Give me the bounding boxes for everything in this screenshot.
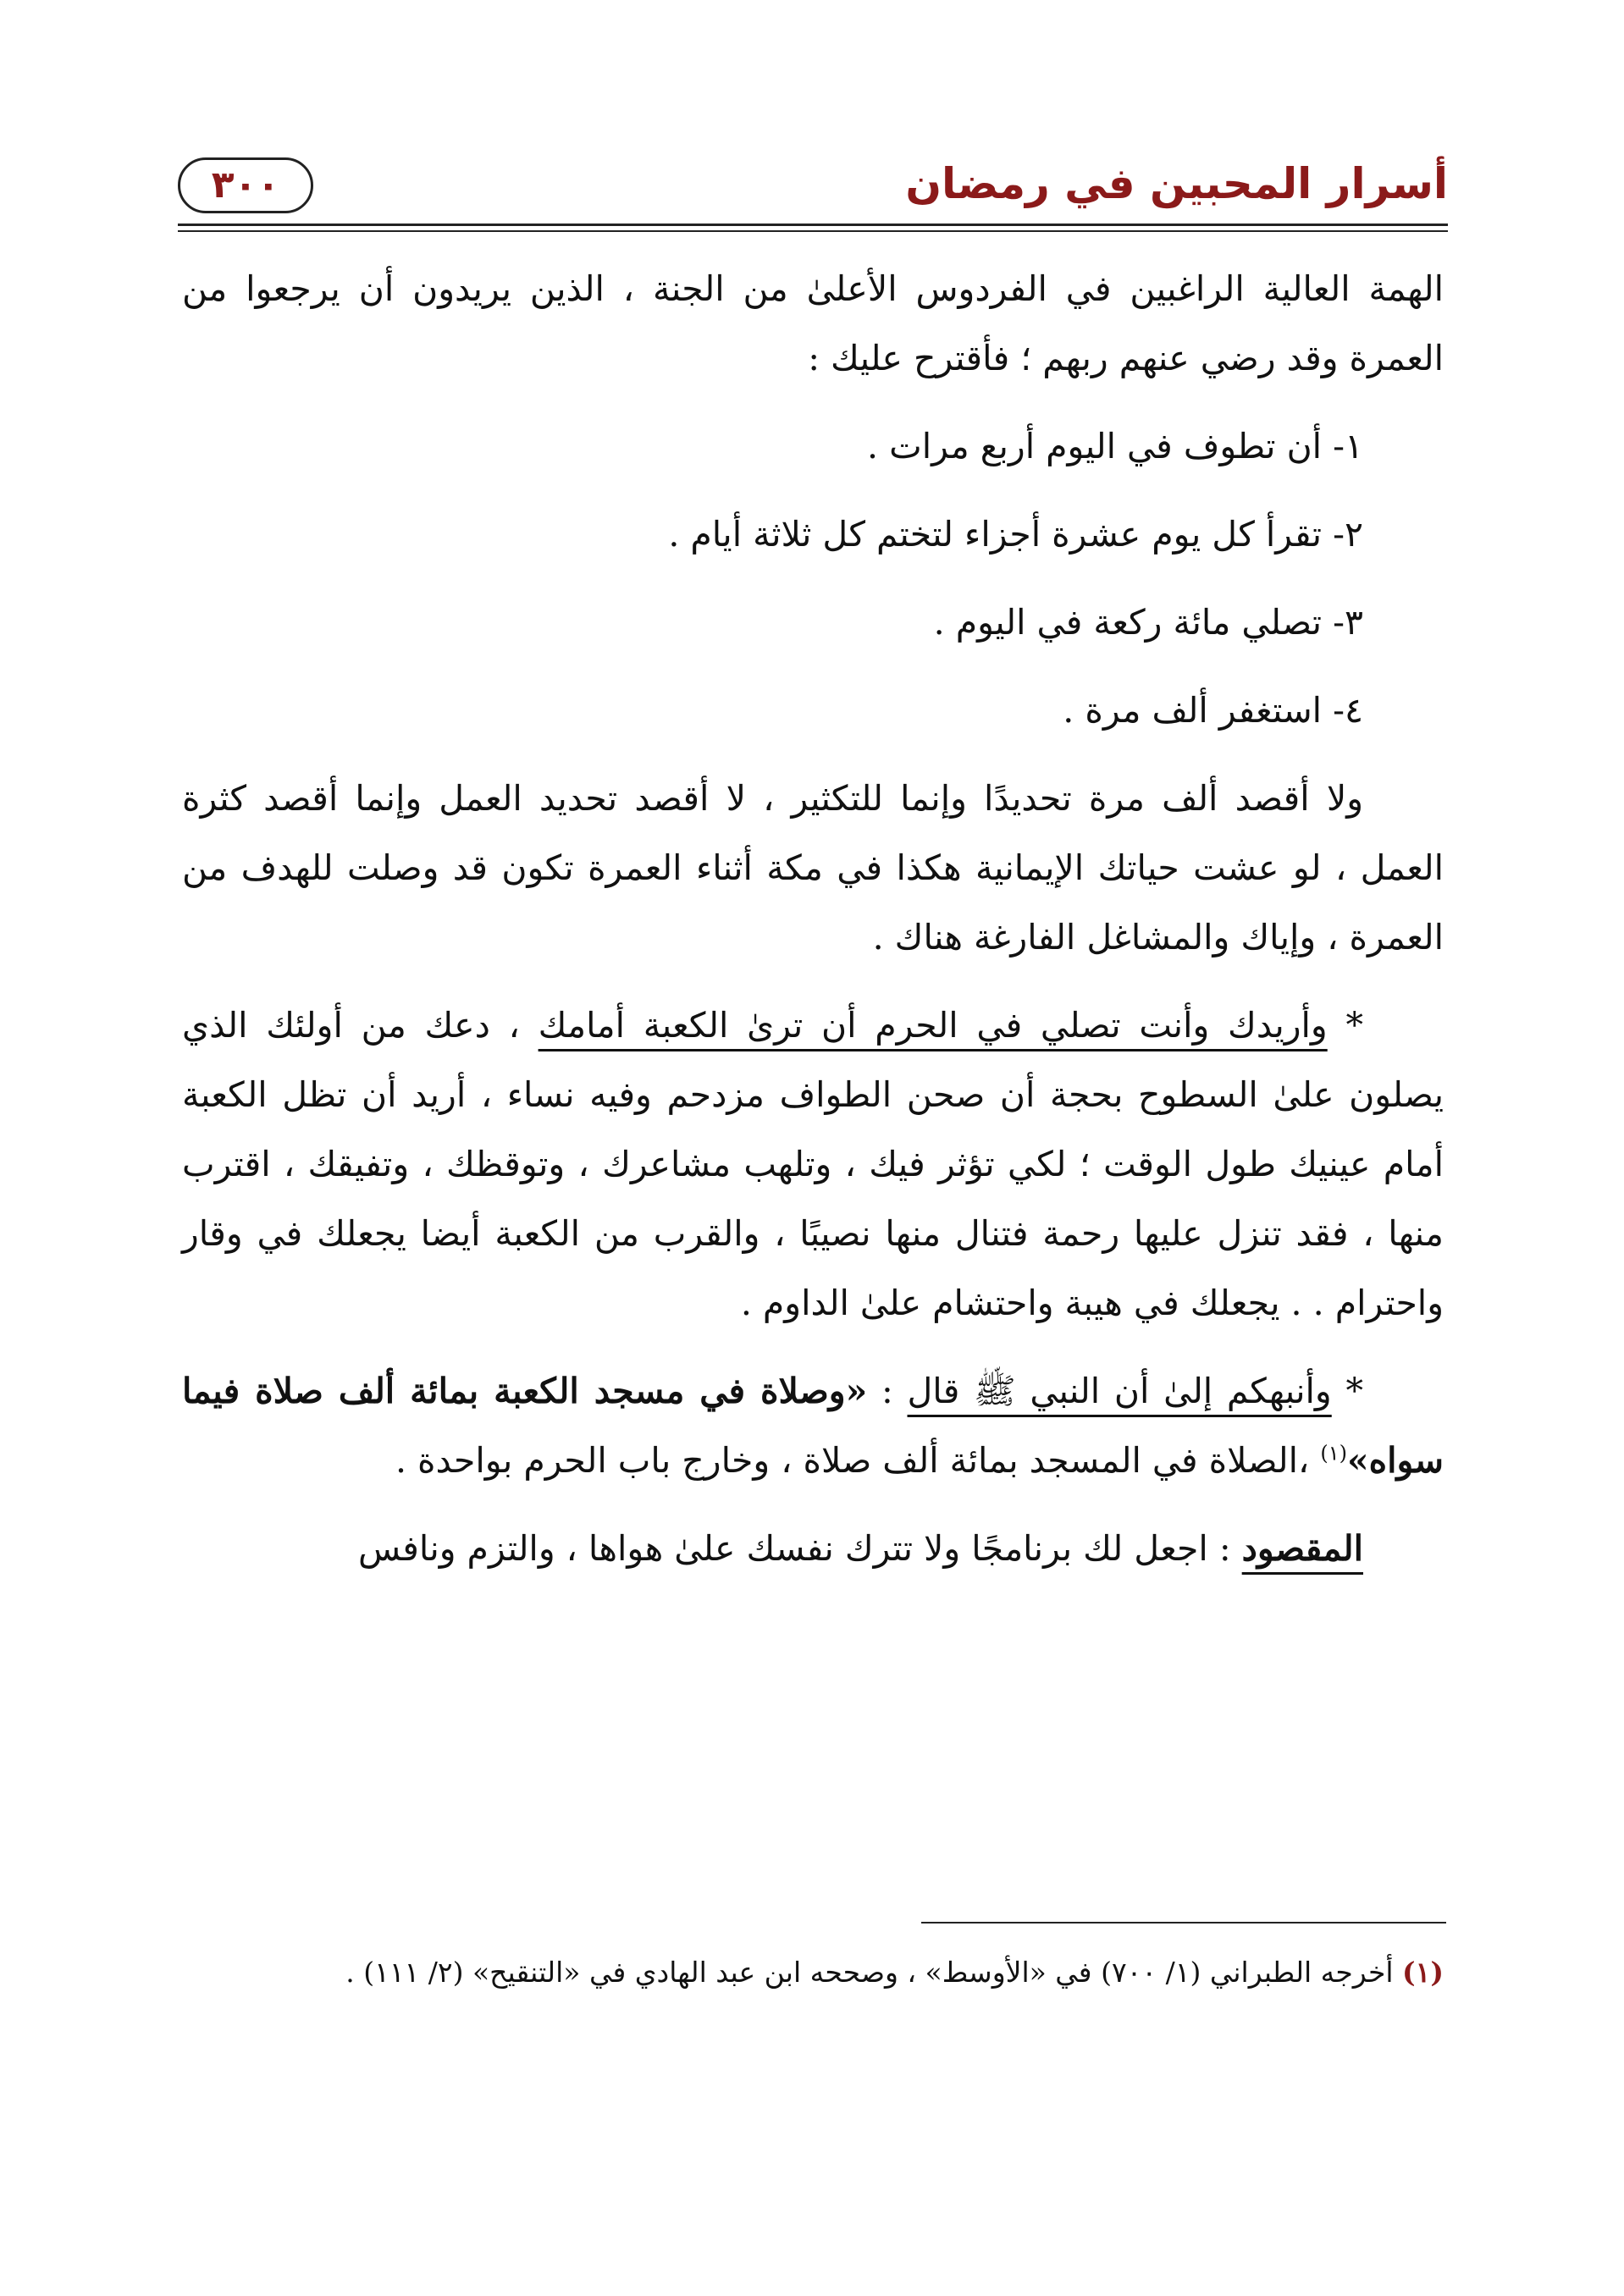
paragraph-clarification: ولا أقصد ألف مرة تحديدًا وإنما للتكثير ، لا أقصد تحديد العمل وإنما أقصد كثرة العمل ، لو عشت حياتك الإيمانية هكذا في مكة أثناء العمرة تكون قد وصلت للهدف من العمرة ، وإياك والمشاغل الفارغة هناك . xyxy=(182,778,1444,958)
page-header xyxy=(178,152,1448,229)
paragraph-text: ،الصلاة في المسجد بمائة ألف صلاة ، وخارج باب الحرم بواحدة . xyxy=(395,1440,1321,1481)
paragraph-kaaba xyxy=(182,991,1444,1338)
paragraph-text: : اجعل لك برنامجًا ولا تترك نفسك علىٰ هواها ، والتزم ونافس xyxy=(357,1528,1242,1569)
paragraph-hadith xyxy=(182,1356,1444,1495)
list-item-1: ١- أن تطوف في اليوم أربع مرات . xyxy=(867,426,1363,466)
header-rule-top xyxy=(178,224,1448,226)
header-rule-bottom xyxy=(178,230,1448,232)
list-item-3: ٣- تصلي مائة ركعة في اليوم . xyxy=(933,602,1363,643)
list-item-2: ٢- تقرأ كل يوم عشرة أجزاء لتختم كل ثلاثة أيام . xyxy=(668,514,1363,555)
book-title: أسرار المحبين في رمضان xyxy=(905,159,1448,208)
paragraph-intro: الهمة العالية الراغبين في الفردوس الأعلىٰ من الجنة ، الذين يريدون أن يرجعوا من العمرة وقد رضي عنهم ربهم ؛ فأقترح عليك : xyxy=(182,268,1444,378)
underlined-phrase: وأريدك وأنت تصلي في الحرم أن ترىٰ الكعبة أمامك xyxy=(538,1005,1328,1046)
footnote-marker: (١) xyxy=(1402,1956,1444,1989)
page-number: ٣٠٠ xyxy=(178,157,313,213)
underlined-phrase: وأنبهكم إلىٰ أن النبي ﷺ قال xyxy=(907,1371,1332,1411)
footnote-separator xyxy=(921,1922,1446,1923)
footnote-reference[interactable]: (١) xyxy=(1320,1441,1347,1465)
paragraph-text: ، دعك من أولئك الذي يصلون علىٰ السطوح بحجة أن صحن الطواف مزدحم وفيه نساء ، أريد أن تظل الكعبة أمام عينيك طول الوقت ؛ لكي تؤثر فيك ، وتلهب مشاعرك ، وتوقظك ، وتفيقك ، اقترب منها ، فقد تنزل عليها رحمة فتنال منها نصيبًا ، والقرب من الكعبة أيضا يجعلك في وقار واحترام . . يجعلك في هيبة واحتشام علىٰ الداوم . xyxy=(182,1005,1444,1323)
colon: : xyxy=(867,1371,908,1411)
summary-label: المقصود xyxy=(1241,1528,1363,1569)
bullet-star: * xyxy=(1327,1005,1363,1046)
page-body xyxy=(182,254,1444,1583)
paragraph-summary xyxy=(182,1514,1444,1583)
list-item-4: ٤- استغفر ألف مرة . xyxy=(1063,690,1363,731)
hadith-quote: «وصلاة في مسجد الكعبة بمائة ألف صلاة فيما سواه» xyxy=(182,1371,1444,1481)
footnote xyxy=(182,1947,1444,1998)
footnote-text: أخرجه الطبراني (١/ ٧٠٠) في «الأوسط» ، وصححه ابن عبد الهادي في «التنقيح» (٢/ ١١١) . xyxy=(345,1956,1403,1989)
bullet-star: * xyxy=(1331,1371,1363,1411)
